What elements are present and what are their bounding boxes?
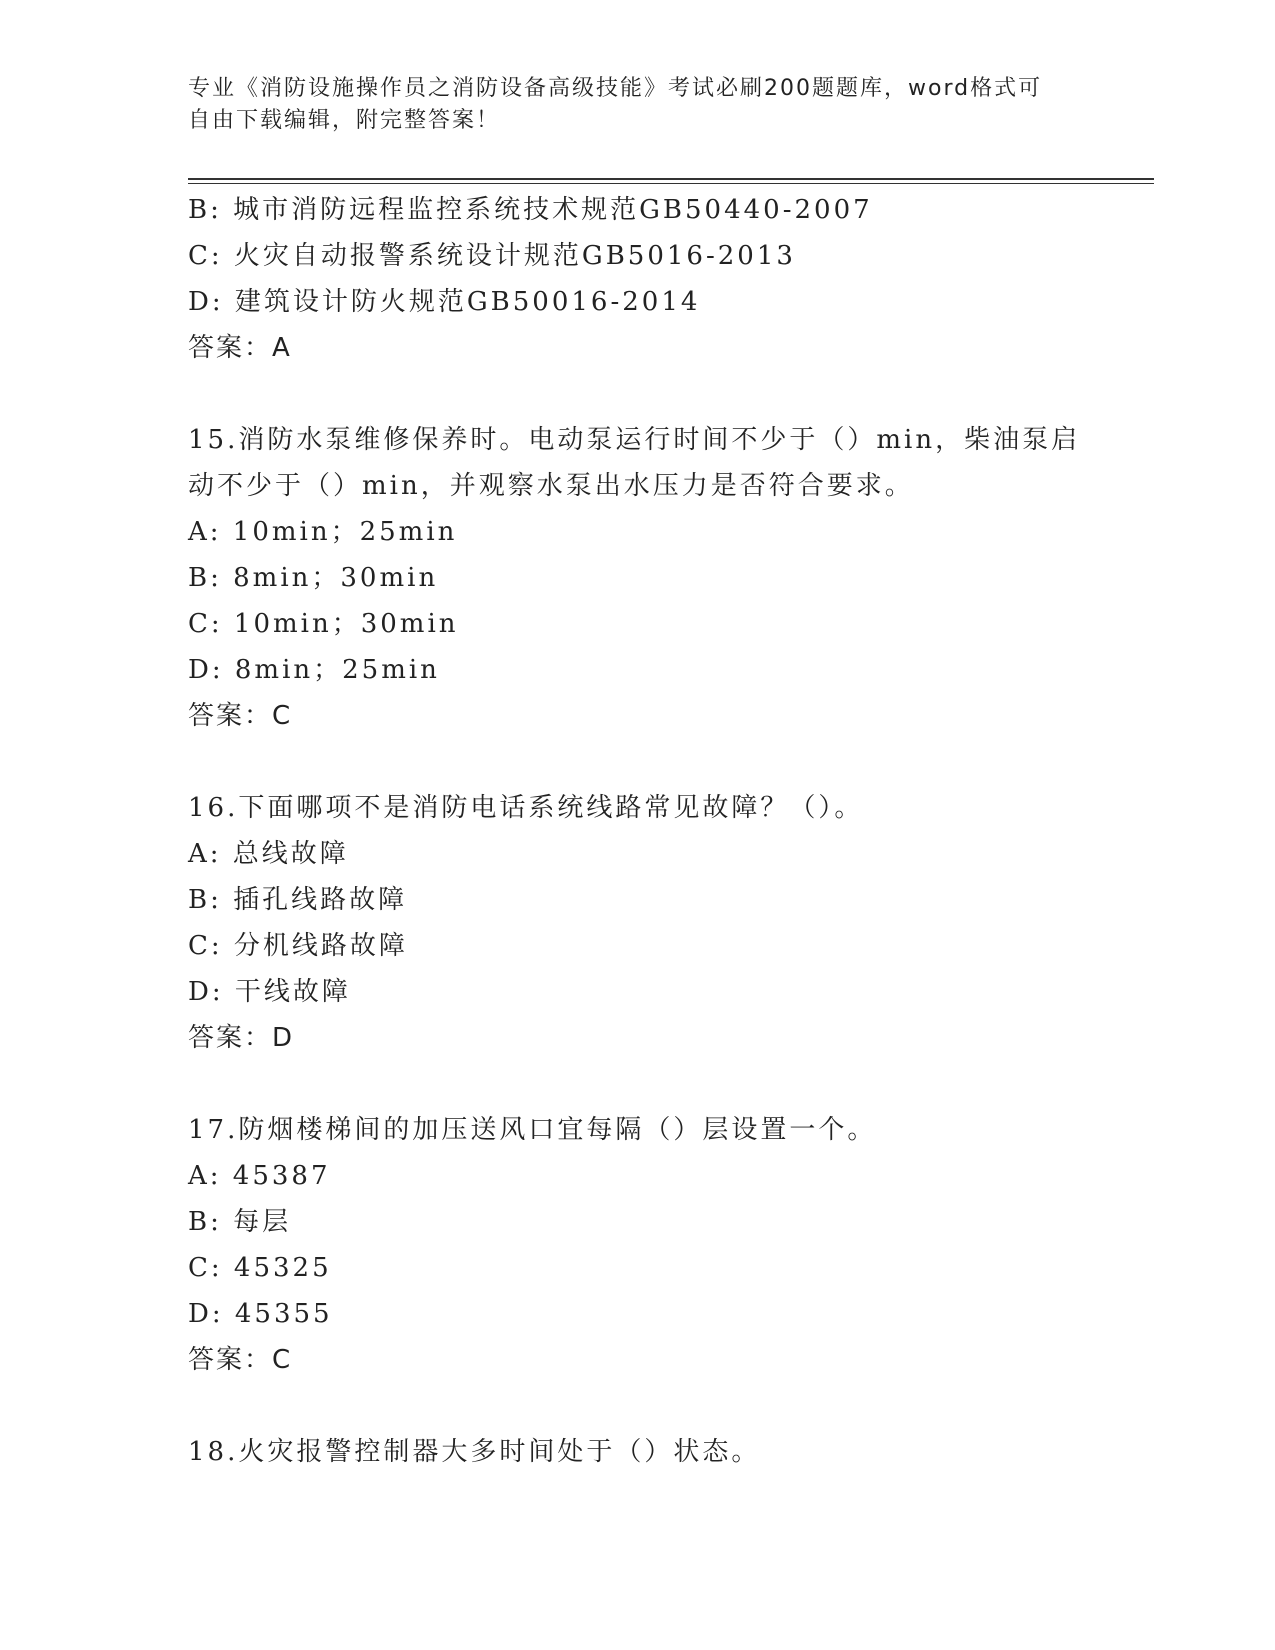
question-14-continued [188, 187, 1088, 371]
header-divider-thin [188, 183, 1154, 184]
answer: 答案：D [188, 1023, 295, 1053]
option-c: C: 分机线路故障 [188, 931, 408, 961]
option-b: B: 8min；30min [188, 563, 439, 593]
document-header [188, 73, 1088, 137]
option-c: C: 10min；30min [188, 609, 459, 639]
question-18 [188, 1429, 1088, 1475]
option-a: A: 45387 [188, 1161, 331, 1191]
option-a: A: 10min；25min [188, 517, 458, 547]
header-line-1: 专业《消防设施操作员之消防设备高级技能》考试必刷200题题库，word格式可 [188, 76, 1043, 101]
option-b: B: 城市消防远程监控系统技术规范GB50440-2007 [188, 195, 873, 225]
header-divider-thick [188, 178, 1154, 180]
option-b: B: 插孔线路故障 [188, 885, 408, 915]
question-stem: 动不少于（）min，并观察水泵出水压力是否符合要求。 [188, 471, 914, 501]
option-b: B: 每层 [188, 1207, 292, 1237]
question-stem: 15.消防水泵维修保养时。电动泵运行时间不少于（）min，柴油泵启 [188, 425, 1081, 455]
option-d: D: 8min；25min [188, 655, 440, 685]
question-stem: 17.防烟楼梯间的加压送风口宜每隔（）层设置一个。 [188, 1115, 877, 1145]
question-16 [188, 785, 1088, 1061]
option-d: D: 45355 [188, 1299, 333, 1329]
header-line-2: 自由下载编辑，附完整答案！ [188, 108, 501, 133]
question-list [188, 187, 1088, 1475]
answer: 答案：C [188, 701, 293, 731]
option-c: C: 45325 [188, 1253, 332, 1283]
option-d: D: 干线故障 [188, 977, 351, 1007]
option-d: D: 建筑设计防火规范GB50016-2014 [188, 287, 701, 317]
answer: 答案：C [188, 1345, 293, 1375]
answer: 答案：A [188, 333, 292, 363]
option-c: C: 火灾自动报警系统设计规范GB5016-2013 [188, 241, 796, 271]
question-stem: 16.下面哪项不是消防电话系统线路常见故障？（）。 [188, 793, 864, 823]
question-15 [188, 417, 1088, 739]
question-stem: 18.火灾报警控制器大多时间处于（）状态。 [188, 1437, 761, 1467]
option-a: A: 总线故障 [188, 839, 349, 869]
question-17 [188, 1107, 1088, 1383]
